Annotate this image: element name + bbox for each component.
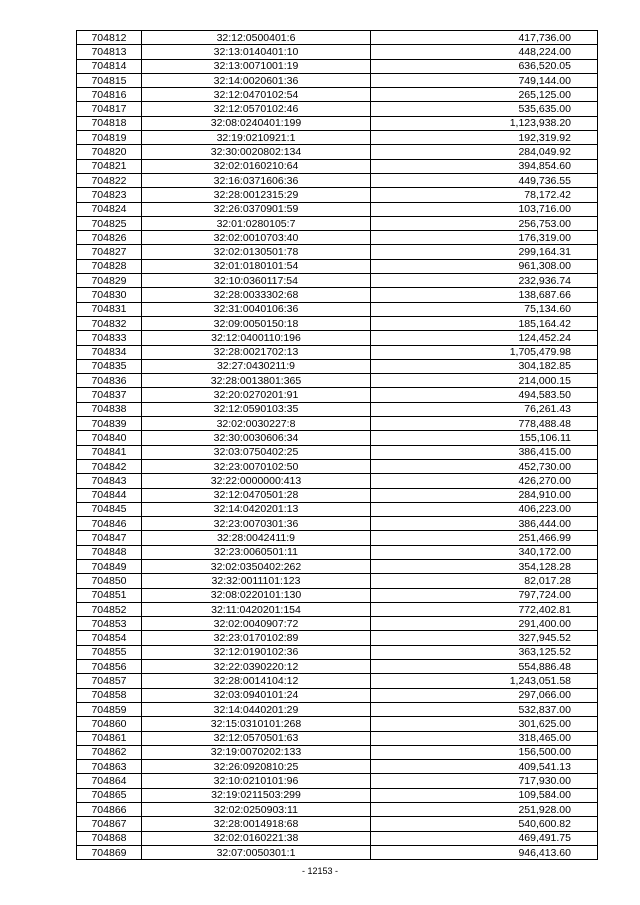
amount-cell: 386,444.00 (371, 517, 598, 531)
amount-cell: 778,488.48 (371, 417, 598, 431)
record-id-cell: 704862 (77, 745, 142, 759)
table-row (77, 502, 598, 516)
record-id-cell: 704853 (77, 617, 142, 631)
record-id-cell: 704858 (77, 688, 142, 702)
cadastral-number-cell: 32:23:0170102:89 (142, 631, 371, 645)
amount-cell: 138,687.66 (371, 288, 598, 302)
table-row (77, 259, 598, 273)
amount-cell: 386,415.00 (371, 445, 598, 459)
amount-cell: 394,854.60 (371, 159, 598, 173)
record-id-cell: 704859 (77, 702, 142, 716)
cadastral-number-cell: 32:30:0020802:134 (142, 145, 371, 159)
amount-cell: 417,736.00 (371, 31, 598, 45)
cadastral-number-cell: 32:01:0280105:7 (142, 216, 371, 230)
record-id-cell: 704833 (77, 331, 142, 345)
table-row (77, 845, 598, 859)
table-row (77, 59, 598, 73)
record-id-cell: 704842 (77, 459, 142, 473)
record-id-cell: 704829 (77, 274, 142, 288)
record-id-cell: 704841 (77, 445, 142, 459)
record-id-cell: 704843 (77, 474, 142, 488)
table-row (77, 831, 598, 845)
record-id-cell: 704828 (77, 259, 142, 273)
record-id-cell: 704816 (77, 88, 142, 102)
record-id-cell: 704832 (77, 316, 142, 330)
registry-table-body (77, 31, 598, 860)
table-row (77, 145, 598, 159)
record-id-cell: 704850 (77, 574, 142, 588)
amount-cell: 554,886.48 (371, 660, 598, 674)
amount-cell: 284,049.92 (371, 145, 598, 159)
table-row (77, 116, 598, 130)
table-row (77, 531, 598, 545)
amount-cell: 78,172.42 (371, 188, 598, 202)
registry-table (76, 30, 598, 860)
amount-cell: 155,106.11 (371, 431, 598, 445)
record-id-cell: 704863 (77, 760, 142, 774)
table-row (77, 760, 598, 774)
table-row (77, 717, 598, 731)
cadastral-number-cell: 32:02:0160221:38 (142, 831, 371, 845)
table-row (77, 774, 598, 788)
cadastral-number-cell: 32:15:0310101:268 (142, 717, 371, 731)
table-row (77, 488, 598, 502)
record-id-cell: 704815 (77, 73, 142, 87)
page-number: - 12153 - (301, 866, 339, 876)
table-row (77, 159, 598, 173)
amount-cell: 76,261.43 (371, 402, 598, 416)
cadastral-number-cell: 32:28:0042411:9 (142, 531, 371, 545)
table-row (77, 388, 598, 402)
table-row (77, 88, 598, 102)
cadastral-number-cell: 32:19:0211503:299 (142, 788, 371, 802)
amount-cell: 75,134.60 (371, 302, 598, 316)
cadastral-number-cell: 32:10:0360117:54 (142, 274, 371, 288)
record-id-cell: 704836 (77, 374, 142, 388)
record-id-cell: 704867 (77, 817, 142, 831)
record-id-cell: 704840 (77, 431, 142, 445)
cadastral-number-cell: 32:28:0033302:68 (142, 288, 371, 302)
table-row (77, 588, 598, 602)
table-row (77, 188, 598, 202)
table-row (77, 459, 598, 473)
cadastral-number-cell: 32:22:0390220:12 (142, 660, 371, 674)
cadastral-number-cell: 32:28:0014104:12 (142, 674, 371, 688)
amount-cell: 82,017.28 (371, 574, 598, 588)
table-row (77, 302, 598, 316)
cadastral-number-cell: 32:23:0070301:36 (142, 517, 371, 531)
cadastral-number-cell: 32:09:0050150:18 (142, 316, 371, 330)
cadastral-number-cell: 32:12:0570501:63 (142, 731, 371, 745)
cadastral-number-cell: 32:13:0140401:10 (142, 45, 371, 59)
table-row (77, 517, 598, 531)
table-row (77, 559, 598, 573)
table-row (77, 31, 598, 45)
amount-cell: 176,319.00 (371, 231, 598, 245)
amount-cell: 797,724.00 (371, 588, 598, 602)
amount-cell: 1,123,938.20 (371, 116, 598, 130)
cadastral-number-cell: 32:26:0370901:59 (142, 202, 371, 216)
cadastral-number-cell: 32:14:0440201:29 (142, 702, 371, 716)
record-id-cell: 704835 (77, 359, 142, 373)
record-id-cell: 704846 (77, 517, 142, 531)
table-row (77, 702, 598, 716)
record-id-cell: 704861 (77, 731, 142, 745)
cadastral-number-cell: 32:23:0070102:50 (142, 459, 371, 473)
cadastral-number-cell: 32:23:0060501:11 (142, 545, 371, 559)
record-id-cell: 704866 (77, 803, 142, 817)
cadastral-number-cell: 32:03:0940101:24 (142, 688, 371, 702)
amount-cell: 1,705,479.98 (371, 345, 598, 359)
table-row (77, 274, 598, 288)
record-id-cell: 704860 (77, 717, 142, 731)
table-row (77, 474, 598, 488)
amount-cell: 301,625.00 (371, 717, 598, 731)
table-row (77, 173, 598, 187)
amount-cell: 426,270.00 (371, 474, 598, 488)
record-id-cell: 704817 (77, 102, 142, 116)
cadastral-number-cell: 32:12:0400110:196 (142, 331, 371, 345)
amount-cell: 354,128.28 (371, 559, 598, 573)
cadastral-number-cell: 32:12:0470501:28 (142, 488, 371, 502)
cadastral-number-cell: 32:30:0030606:34 (142, 431, 371, 445)
table-row (77, 431, 598, 445)
amount-cell: 124,452.24 (371, 331, 598, 345)
table-row (77, 817, 598, 831)
cadastral-number-cell: 32:13:0071001:19 (142, 59, 371, 73)
record-id-cell: 704831 (77, 302, 142, 316)
table-row (77, 545, 598, 559)
amount-cell: 532,837.00 (371, 702, 598, 716)
record-id-cell: 704825 (77, 216, 142, 230)
cadastral-number-cell: 32:02:0040907:72 (142, 617, 371, 631)
record-id-cell: 704838 (77, 402, 142, 416)
amount-cell: 251,466.99 (371, 531, 598, 545)
cadastral-number-cell: 32:28:0013801:365 (142, 374, 371, 388)
table-row (77, 402, 598, 416)
cadastral-number-cell: 32:31:0040106:36 (142, 302, 371, 316)
record-id-cell: 704852 (77, 602, 142, 616)
cadastral-number-cell: 32:27:0430211:9 (142, 359, 371, 373)
amount-cell: 717,930.00 (371, 774, 598, 788)
record-id-cell: 704830 (77, 288, 142, 302)
table-row (77, 331, 598, 345)
amount-cell: 946,413.60 (371, 845, 598, 859)
record-id-cell: 704864 (77, 774, 142, 788)
table-row (77, 288, 598, 302)
cadastral-number-cell: 32:02:0350402:262 (142, 559, 371, 573)
table-row (77, 45, 598, 59)
table-row (77, 359, 598, 373)
amount-cell: 327,945.52 (371, 631, 598, 645)
table-row (77, 617, 598, 631)
amount-cell: 251,928.00 (371, 803, 598, 817)
record-id-cell: 704812 (77, 31, 142, 45)
amount-cell: 291,400.00 (371, 617, 598, 631)
amount-cell: 256,753.00 (371, 216, 598, 230)
record-id-cell: 704857 (77, 674, 142, 688)
cadastral-number-cell: 32:16:0371606:36 (142, 173, 371, 187)
table-row (77, 73, 598, 87)
amount-cell: 299,164.31 (371, 245, 598, 259)
cadastral-number-cell: 32:14:0420201:13 (142, 502, 371, 516)
record-id-cell: 704826 (77, 231, 142, 245)
amount-cell: 265,125.00 (371, 88, 598, 102)
amount-cell: 363,125.52 (371, 645, 598, 659)
amount-cell: 192,319.92 (371, 131, 598, 145)
table-row (77, 745, 598, 759)
cadastral-number-cell: 32:02:0010703:40 (142, 231, 371, 245)
record-id-cell: 704834 (77, 345, 142, 359)
table-row (77, 417, 598, 431)
amount-cell: 1,243,051.58 (371, 674, 598, 688)
amount-cell: 636,520.05 (371, 59, 598, 73)
cadastral-number-cell: 32:20:0270201:91 (142, 388, 371, 402)
amount-cell: 185,164.42 (371, 316, 598, 330)
amount-cell: 297,066.00 (371, 688, 598, 702)
amount-cell: 340,172.00 (371, 545, 598, 559)
cadastral-number-cell: 32:12:0500401:6 (142, 31, 371, 45)
table-row (77, 645, 598, 659)
record-id-cell: 704839 (77, 417, 142, 431)
cadastral-number-cell: 32:02:0160210:64 (142, 159, 371, 173)
record-id-cell: 704820 (77, 145, 142, 159)
amount-cell: 318,465.00 (371, 731, 598, 745)
amount-cell: 469,491.75 (371, 831, 598, 845)
amount-cell: 109,584.00 (371, 788, 598, 802)
table-row (77, 102, 598, 116)
cadastral-number-cell: 32:28:0021702:13 (142, 345, 371, 359)
table-row (77, 674, 598, 688)
record-id-cell: 704818 (77, 116, 142, 130)
table-row (77, 345, 598, 359)
record-id-cell: 704822 (77, 173, 142, 187)
cadastral-number-cell: 32:22:0000000:413 (142, 474, 371, 488)
record-id-cell: 704868 (77, 831, 142, 845)
amount-cell: 232,936.74 (371, 274, 598, 288)
amount-cell: 406,223.00 (371, 502, 598, 516)
table-row (77, 202, 598, 216)
record-id-cell: 704813 (77, 45, 142, 59)
amount-cell: 449,736.55 (371, 173, 598, 187)
cadastral-number-cell: 32:12:0590103:35 (142, 402, 371, 416)
table-row (77, 660, 598, 674)
cadastral-number-cell: 32:28:0012315:29 (142, 188, 371, 202)
record-id-cell: 704847 (77, 531, 142, 545)
record-id-cell: 704865 (77, 788, 142, 802)
cadastral-number-cell: 32:26:0920810:25 (142, 760, 371, 774)
amount-cell: 409,541.13 (371, 760, 598, 774)
cadastral-number-cell: 32:32:0011101:123 (142, 574, 371, 588)
table-row (77, 731, 598, 745)
table-row (77, 131, 598, 145)
cadastral-number-cell: 32:02:0130501:78 (142, 245, 371, 259)
table-row (77, 445, 598, 459)
cadastral-number-cell: 32:19:0210921:1 (142, 131, 371, 145)
record-id-cell: 704823 (77, 188, 142, 202)
record-id-cell: 704827 (77, 245, 142, 259)
table-row (77, 803, 598, 817)
cadastral-number-cell: 32:11:0420201:154 (142, 602, 371, 616)
record-id-cell: 704844 (77, 488, 142, 502)
amount-cell: 214,000.15 (371, 374, 598, 388)
cadastral-number-cell: 32:02:0250903:11 (142, 803, 371, 817)
table-row (77, 245, 598, 259)
record-id-cell: 704821 (77, 159, 142, 173)
record-id-cell: 704814 (77, 59, 142, 73)
record-id-cell: 704849 (77, 559, 142, 573)
cadastral-number-cell: 32:28:0014918:68 (142, 817, 371, 831)
cadastral-number-cell: 32:12:0470102:54 (142, 88, 371, 102)
record-id-cell: 704856 (77, 660, 142, 674)
record-id-cell: 704848 (77, 545, 142, 559)
cadastral-number-cell: 32:01:0180101:54 (142, 259, 371, 273)
cadastral-number-cell: 32:14:0020601:36 (142, 73, 371, 87)
record-id-cell: 704869 (77, 845, 142, 859)
amount-cell: 772,402.81 (371, 602, 598, 616)
amount-cell: 535,635.00 (371, 102, 598, 116)
table-row (77, 216, 598, 230)
table-row (77, 574, 598, 588)
amount-cell: 540,600.82 (371, 817, 598, 831)
table-row (77, 788, 598, 802)
record-id-cell: 704837 (77, 388, 142, 402)
amount-cell: 448,224.00 (371, 45, 598, 59)
table-row (77, 602, 598, 616)
table-row (77, 631, 598, 645)
amount-cell: 304,182.85 (371, 359, 598, 373)
cadastral-number-cell: 32:08:0240401:199 (142, 116, 371, 130)
amount-cell: 284,910.00 (371, 488, 598, 502)
amount-cell: 156,500.00 (371, 745, 598, 759)
amount-cell: 494,583.50 (371, 388, 598, 402)
cadastral-number-cell: 32:03:0750402:25 (142, 445, 371, 459)
amount-cell: 749,144.00 (371, 73, 598, 87)
record-id-cell: 704851 (77, 588, 142, 602)
table-row (77, 688, 598, 702)
record-id-cell: 704824 (77, 202, 142, 216)
amount-cell: 452,730.00 (371, 459, 598, 473)
record-id-cell: 704819 (77, 131, 142, 145)
cadastral-number-cell: 32:12:0190102:36 (142, 645, 371, 659)
record-id-cell: 704845 (77, 502, 142, 516)
cadastral-number-cell: 32:12:0570102:46 (142, 102, 371, 116)
amount-cell: 961,308.00 (371, 259, 598, 273)
table-row (77, 316, 598, 330)
amount-cell: 103,716.00 (371, 202, 598, 216)
cadastral-number-cell: 32:08:0220101:130 (142, 588, 371, 602)
table-row (77, 231, 598, 245)
record-id-cell: 704855 (77, 645, 142, 659)
cadastral-number-cell: 32:19:0070202:133 (142, 745, 371, 759)
cadastral-number-cell: 32:02:0030227:8 (142, 417, 371, 431)
record-id-cell: 704854 (77, 631, 142, 645)
table-row (77, 374, 598, 388)
cadastral-number-cell: 32:07:0050301:1 (142, 845, 371, 859)
cadastral-number-cell: 32:10:0210101:96 (142, 774, 371, 788)
